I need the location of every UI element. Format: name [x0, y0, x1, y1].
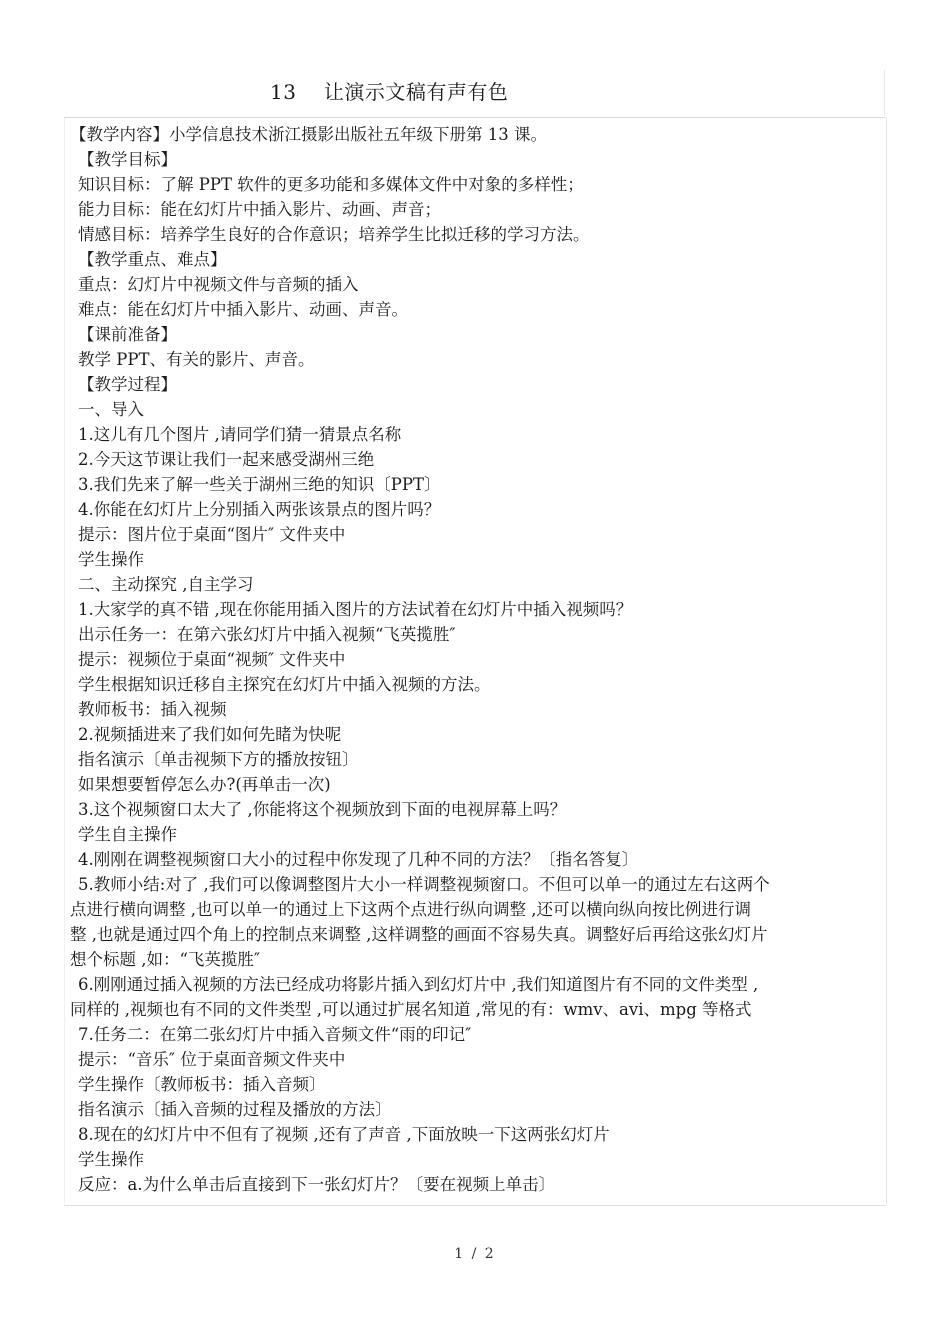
- line-item: 教师板书：插入视频: [78, 700, 227, 719]
- line-item: 提示：图片位于桌面“图片″ 文件夹中: [78, 525, 346, 544]
- line-item: 指名演示〔单击视频下方的播放按钮〕: [78, 750, 359, 769]
- line-key-point: 重点：幻灯片中视频文件与音频的插入: [78, 275, 359, 294]
- line-item: 反应：a.为什么单击后直接到下一张幻灯片？〔要在视频上单击〕: [78, 1175, 556, 1194]
- line-emotion-goal: 情感目标：培养学生良好的合作意识；培养学生比拟迁移的学习方法。: [78, 225, 590, 244]
- line-item: 学生自主操作: [78, 825, 177, 844]
- line-item: 3.这个视频窗口太大了 ,你能将这个视频放到下面的电视屏幕上吗？: [78, 800, 567, 819]
- line-section-explore: 二、主动探究 ,自主学习: [78, 575, 254, 594]
- line-item: 学生操作: [78, 1150, 144, 1169]
- line-item: 指名演示〔插入音频的过程及播放的方法〕: [78, 1100, 392, 1119]
- line-item: 如果想要暂停怎么办?(再单击一次): [78, 775, 331, 794]
- line-item: 出示任务一：在第六张幻灯片中插入视频“飞英揽胜″: [78, 625, 456, 644]
- line-item: 3.我们先来了解一些关于湖州三绝的知识〔PPT〕: [78, 475, 441, 494]
- line-item: 1.这儿有几个图片 ,请同学们猜一猜景点名称: [78, 425, 402, 444]
- line-item: 7.任务二：在第二张幻灯片中插入音频文件“雨的印记″: [78, 1025, 472, 1044]
- line-item: 提示：视频位于桌面“视频″ 文件夹中: [78, 650, 346, 669]
- line-item: 4.刚刚在调整视频窗口大小的过程中你发现了几种不同的方法？〔指名答复〕: [78, 850, 639, 869]
- heading-process: 【教学过程】: [78, 375, 177, 394]
- heading-key-points: 【教学重点、难点】: [78, 250, 227, 269]
- line-item: 2.视频插进来了我们如何先睹为快呢: [78, 725, 342, 744]
- line-item: 5.教师小结:对了 ,我们可以像调整图片大小一样调整视频窗口。不但可以单一的通过左右这两个: [78, 875, 770, 894]
- line-item: 1.大家学的真不错 ,现在你能用插入图片的方法试着在幻灯片中插入视频吗？: [78, 600, 633, 619]
- line-item: 想个标题 ,如：“飞英揽胜″: [70, 950, 261, 969]
- line-preparation: 教学 PPT、有关的影片、声音。: [78, 350, 315, 369]
- line-item: 8.现在的幻灯片中不但有了视频 ,还有了声音 ,下面放映一下这两张幻灯片: [78, 1125, 610, 1144]
- line-item: 学生操作: [78, 550, 144, 569]
- line-item: 6.刚刚通过插入视频的方法已经成功将影片插入到幻灯片中 ,我们知道图片有不同的文件类型 ,: [78, 975, 759, 994]
- line-difficulty: 难点：能在幻灯片中插入影片、动画、声音。: [78, 300, 408, 319]
- line-knowledge-goal: 知识目标：了解 PPT 软件的更多功能和多媒体文件中对象的多样性；: [78, 175, 584, 194]
- document-title: 13 让演示文稿有声有色: [270, 80, 509, 104]
- title-cell: [64, 70, 885, 116]
- heading-teaching-goals: 【教学目标】: [78, 150, 177, 169]
- page-number: 1 / 2: [454, 1246, 496, 1262]
- line-item: 点进行横向调整 ,也可以单一的通过上下这两个点进行纵向调整 ,还可以横向纵向按比例进行调: [70, 900, 751, 919]
- line-item: 学生根据知识迁移自主探究在幻灯片中插入视频的方法。: [78, 675, 491, 694]
- line-section-intro: 一、导入: [78, 400, 144, 419]
- content-lines: [70, 122, 885, 1197]
- line-item: 2.今天这节课让我们一起来感受湖州三绝: [78, 450, 375, 469]
- line-item: 学生操作〔教师板书：插入音频〕: [78, 1075, 326, 1094]
- line-item: 提示：“音乐″ 位于桌面音频文件夹中: [78, 1050, 346, 1069]
- line-item: 同样的 ,视频也有不同的文件类型 ,可以通过扩展名知道 ,常见的有：wmv、avi、mpg 等格式: [70, 1000, 752, 1019]
- heading-preparation: 【课前准备】: [78, 325, 177, 344]
- line-teaching-content: 【教学内容】小学信息技术浙江摄影出版社五年级下册第 13 课。: [70, 125, 547, 144]
- line-item: 4.你能在幻灯片上分别插入两张该景点的图片吗？: [78, 500, 441, 519]
- line-item: 整 ,也就是通过四个角上的控制点来调整 ,这样调整的画面不容易失真。调整好后再给这张幻灯片: [70, 925, 768, 944]
- table-rule-bottom: [64, 1205, 886, 1206]
- line-ability-goal: 能力目标：能在幻灯片中插入影片、动画、声音；: [78, 200, 441, 219]
